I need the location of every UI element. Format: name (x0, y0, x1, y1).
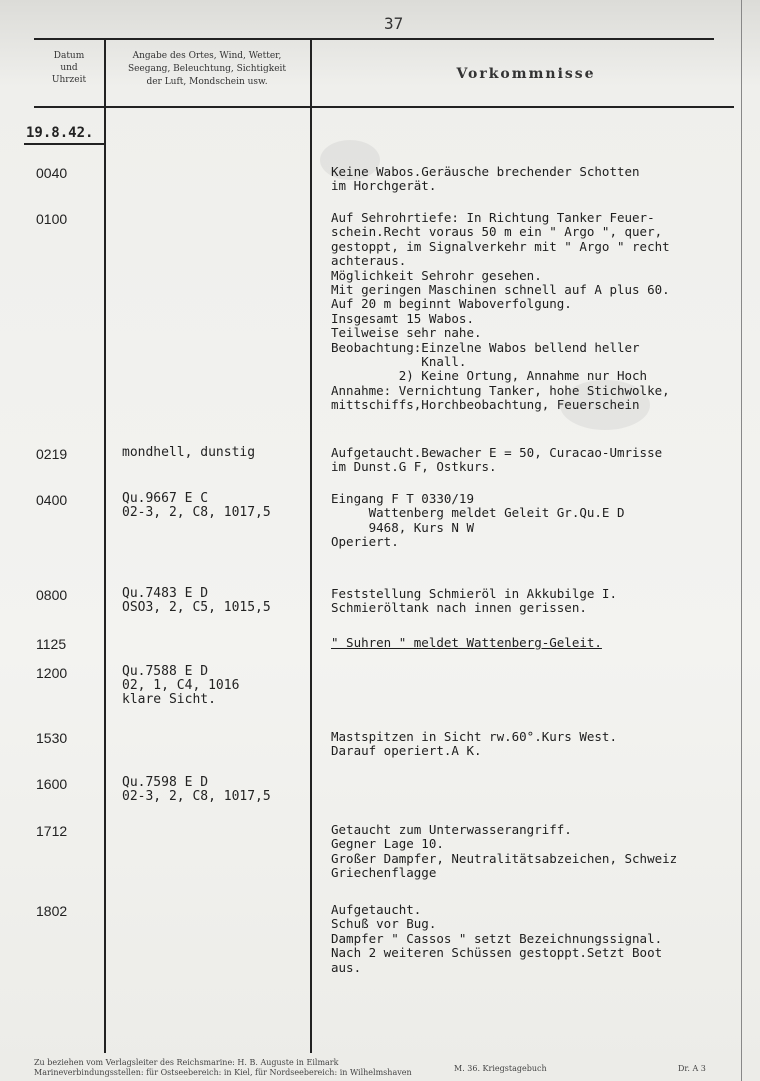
entry-event: Feststellung Schmieröl in Akkubilge I. Schmieröltank nach innen gerissen. (331, 586, 617, 616)
entry-event: Keine Wabos.Geräusche brechender Schotten im Horchgerät. (331, 164, 640, 194)
entry-time: 1200 (36, 665, 68, 681)
entry-event: Getaucht zum Unterwasserangriff. Gegner Lage 10. Großer Dampfer, Neutralitätsabzeichen, Schweiz Griechenflagge (331, 822, 678, 881)
entry-time: 1712 (36, 823, 68, 839)
entry-time: 0400 (36, 492, 68, 508)
entry-time: 1802 (36, 903, 68, 919)
header-date-column: Datum und Uhrzeit (51, 51, 87, 85)
header-place-column: Angabe des Ortes, Wind, Wetter, Seegang, Beleuchtung, Sichtigkeit der Luft, Mondschein usw. (127, 51, 287, 87)
entry-time: 1600 (36, 776, 68, 792)
footer-form-title: M. 36. Kriegstagebuch (454, 1064, 547, 1073)
entry-time: 0100 (36, 211, 68, 227)
entry-event: " Suhren " meldet Wattenberg-Geleit. (331, 635, 602, 650)
footer-publisher-note: Zu beziehen vom Verlagsleiter des Reichsmarine: H. B. Auguste in Eilmark Marineverbindungsstellen: für Ostseebereich: in Kiel, für Nordseebereich: in Wilhelmshaven (34, 1058, 412, 1077)
page-number: 37 (384, 14, 404, 33)
entry-time: 1530 (36, 730, 68, 746)
entry-time: 0040 (36, 165, 68, 181)
entry-event: Eingang F T 0330/19 Wattenberg meldet Geleit Gr.Qu.E D 9468, Kurs N W Operiert. (331, 491, 625, 550)
entry-place-weather: Qu.7483 E D OSO3, 2, C5, 1015,5 (122, 586, 271, 615)
entry-place-weather: mondhell, dunstig (122, 445, 256, 460)
entry-place-weather: Qu.7598 E D 02-3, 2, C8, 1017,5 (122, 775, 271, 804)
entry-time: 1125 (36, 636, 67, 652)
entry-event: Aufgetaucht.Bewacher E = 50, Curacao-Umrisse im Dunst.G F, Ostkurs. (331, 445, 663, 475)
entry-time: 0219 (36, 446, 68, 462)
entry-date: 19.8.42. (26, 125, 94, 141)
entry-event: Auf Sehrohrtiefe: In Richtung Tanker Feuer- schein.Recht voraus 50 m ein " Argo ", quer, gestoppt, im Signalverkehr mit " Argo " recht achteraus. Möglichkeit Sehrohr gesehen. Mit geringen Maschinen schnell auf A plus 60. Auf 20 m beginnt Waboverfolgung. Insgesamt 15 Wabos. Teilweise sehr nahe. Beobachtung:Einzelne Wabos bellend heller Knall. 2) Keine Ortung, Annahme nur Hoch Annahme: Vernichtung Tanker, hohe Stichwolke, mittschiffs,Horchbeobachtung, Feuerschein (331, 210, 670, 413)
entry-time: 0800 (36, 587, 68, 603)
entry-place-weather: Qu.9667 E C 02-3, 2, C8, 1017,5 (122, 491, 271, 520)
header-events-column: Vorkommnisse (456, 66, 596, 82)
entry-place-weather: Qu.7588 E D 02, 1, C4, 1016 klare Sicht. (122, 664, 240, 707)
footer-form-code: Dr. A 3 (678, 1064, 706, 1073)
entry-event: Mastspitzen in Sicht rw.60°.Kurs West. Darauf operiert.A K. (331, 729, 617, 759)
entry-event: Aufgetaucht. Schuß vor Bug. Dampfer " Cassos " setzt Bezeichnungssignal. Nach 2 weiteren Schüssen gestoppt.Setzt Boot aus. (331, 902, 663, 975)
